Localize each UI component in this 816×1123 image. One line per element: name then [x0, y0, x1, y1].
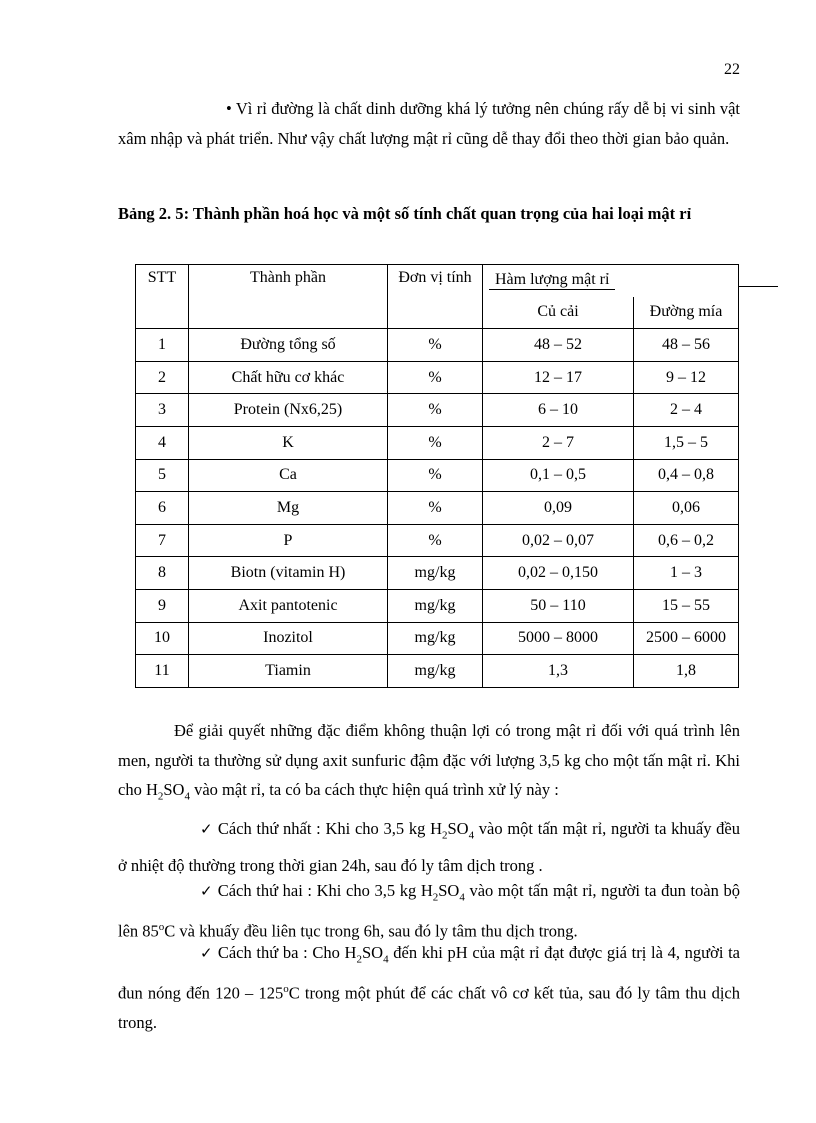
method-3-text-c: C trong một phút để các chất vô cơ kết tủa, sau đó ly tâm thu dịch trong. — [118, 983, 740, 1032]
bullet-mark: • — [226, 99, 232, 118]
cell-component: Axit pantotenic — [189, 589, 388, 622]
method-1-paragraph — [118, 814, 740, 880]
cell-component: Tiamin — [189, 655, 388, 688]
header-group-label: Hàm lượng mật rỉ — [489, 271, 615, 290]
cell-unit: % — [388, 394, 483, 427]
bullet-text: Vì rỉ đường là chất dinh dưỡng khá lý tưởng nên chúng rấy dễ bị vi sinh vật xâm nhập và phát triển. Như vậy chất lượng mật rỉ cũng dễ thay đổi theo thời gian bảo quản. — [118, 99, 741, 148]
cell-component: P — [189, 524, 388, 557]
table-row — [136, 459, 739, 492]
cell-beet: 50 – 110 — [483, 589, 634, 622]
cell-cane: 9 – 12 — [634, 361, 739, 394]
cell-cane: 1 – 3 — [634, 557, 739, 590]
method-2-text-b: vào một tấn mật rỉ, người ta đun toàn bộ lên 85 — [118, 881, 740, 941]
cell-unit: % — [388, 329, 483, 362]
header-unit: Đơn vị tính — [388, 265, 483, 329]
cell-stt: 5 — [136, 459, 189, 492]
subscript: 2 — [441, 829, 448, 842]
cell-unit: % — [388, 426, 483, 459]
method-2-paragraph — [118, 876, 740, 946]
header-beet: Củ cải — [483, 297, 634, 329]
cell-stt: 4 — [136, 426, 189, 459]
subscript: 2 — [356, 953, 362, 966]
table-row — [136, 492, 739, 525]
cell-beet: 2 – 7 — [483, 426, 634, 459]
cell-cane: 1,8 — [634, 655, 739, 688]
cell-stt: 3 — [136, 394, 189, 427]
cell-component: Đường tổng số — [189, 329, 388, 362]
subscript: 2 — [157, 790, 164, 803]
method-3-paragraph — [118, 938, 740, 1037]
cell-component: Ca — [189, 459, 388, 492]
cell-beet: 5000 – 8000 — [483, 622, 634, 655]
header-group — [483, 265, 634, 297]
table-header-row — [136, 265, 739, 297]
method-3-text-a: Cách thứ ba : Cho H — [217, 943, 357, 962]
superscript: o — [283, 982, 289, 995]
cell-beet: 0,02 – 0,07 — [483, 524, 634, 557]
cell-beet: 6 – 10 — [483, 394, 634, 427]
cell-component: Protein (Nx6,25) — [189, 394, 388, 427]
cell-stt: 8 — [136, 557, 189, 590]
cell-unit: % — [388, 492, 483, 525]
cell-beet: 12 – 17 — [483, 361, 634, 394]
cell-beet: 48 – 52 — [483, 329, 634, 362]
cell-beet: 0,1 – 0,5 — [483, 459, 634, 492]
cell-cane: 15 – 55 — [634, 589, 739, 622]
cell-cane: 0,06 — [634, 492, 739, 525]
table-caption — [118, 204, 758, 224]
table-row — [136, 557, 739, 590]
cell-unit: mg/kg — [388, 589, 483, 622]
cell-unit: mg/kg — [388, 557, 483, 590]
cell-component: Chất hữu cơ khác — [189, 361, 388, 394]
composition-table — [135, 264, 739, 688]
cell-beet: 0,09 — [483, 492, 634, 525]
table-body — [136, 329, 739, 688]
cell-stt: 1 — [136, 329, 189, 362]
cell-unit: % — [388, 524, 483, 557]
caption-text: : Thành phần hoá học và một số tính chất quan trọng của hai loại mật rỉ — [183, 204, 692, 223]
cell-stt: 6 — [136, 492, 189, 525]
table-row — [136, 426, 739, 459]
table-row — [136, 394, 739, 427]
subscript: 2 — [432, 891, 439, 904]
cell-unit: mg/kg — [388, 622, 483, 655]
subscript: 4 — [468, 829, 475, 842]
header-group-blank — [634, 265, 739, 297]
table-row — [136, 655, 739, 688]
cell-cane: 0,6 – 0,2 — [634, 524, 739, 557]
method-1-text-a: Cách thứ nhất : Khi cho 3,5 kg H — [217, 819, 442, 838]
cell-cane: 2500 – 6000 — [634, 622, 739, 655]
superscript: o — [158, 920, 165, 933]
method-2-text-a: Cách thứ hai : Khi cho 3,5 kg H — [217, 881, 433, 900]
cell-stt: 10 — [136, 622, 189, 655]
table-row — [136, 329, 739, 362]
formula-text: SO — [361, 943, 384, 962]
header-component: Thành phần — [189, 265, 388, 329]
cell-stt: 11 — [136, 655, 189, 688]
intro-text-a: Để giải quyết những đặc điểm không thuận lợi có trong mật rỉ đối với quá trình lên men, người ta thường sử dụng axit sunfuric đậm đặc với lượng 3,5 kg cho một tấn mật rỉ. Khi cho H — [118, 721, 740, 799]
cell-unit: % — [388, 361, 483, 394]
header-stt: STT — [136, 265, 189, 329]
page-number: 22 — [724, 61, 740, 78]
subscript: 4 — [459, 891, 465, 904]
table-row — [136, 361, 739, 394]
intro-text-b: vào mật rỉ, ta có ba cách thực hiện quá trình xử lý này : — [189, 780, 559, 799]
method-2-text-c: C và khuấy đều liên tục trong 6h, sau đó ly tâm thu dịch trong. — [164, 921, 578, 941]
cell-component: Inozitol — [189, 622, 388, 655]
caption-label: Bảng 2. 5 — [118, 204, 184, 223]
header-extension-line — [738, 286, 778, 287]
intro-paragraph — [118, 716, 740, 812]
check-icon: ✓ — [200, 882, 214, 900]
subscript: 4 — [383, 953, 389, 966]
cell-component: Biotn (vitamin H) — [189, 557, 388, 590]
cell-stt: 9 — [136, 589, 189, 622]
method-1-text-b: vào một tấn mật rỉ, người ta khuấy đều ở nhiệt độ thường trong thời gian 24h, sau đó ly tâm dịch trong . — [118, 819, 740, 875]
cell-stt: 7 — [136, 524, 189, 557]
cell-cane: 2 – 4 — [634, 394, 739, 427]
header-cane: Đường mía — [634, 297, 739, 329]
cell-component: K — [189, 426, 388, 459]
formula-text: SO — [447, 819, 469, 838]
bullet-paragraph — [118, 94, 740, 153]
cell-beet: 1,3 — [483, 655, 634, 688]
subscript: 4 — [184, 790, 190, 803]
method-3-text-b: đến khi pH của mật rỉ đạt được giá trị là 4, người ta đun nóng đến 120 – 125 — [118, 943, 740, 1003]
cell-stt: 2 — [136, 361, 189, 394]
cell-unit: mg/kg — [388, 655, 483, 688]
cell-cane: 48 – 56 — [634, 329, 739, 362]
cell-beet: 0,02 – 0,150 — [483, 557, 634, 590]
cell-cane: 1,5 – 5 — [634, 426, 739, 459]
formula-text: SO — [163, 780, 185, 799]
check-icon: ✓ — [200, 944, 214, 962]
table-row — [136, 622, 739, 655]
cell-cane: 0,4 – 0,8 — [634, 459, 739, 492]
check-icon: ✓ — [200, 820, 214, 838]
formula-text: SO — [438, 881, 460, 900]
cell-component: Mg — [189, 492, 388, 525]
cell-unit: % — [388, 459, 483, 492]
table-row — [136, 589, 739, 622]
table-row — [136, 524, 739, 557]
